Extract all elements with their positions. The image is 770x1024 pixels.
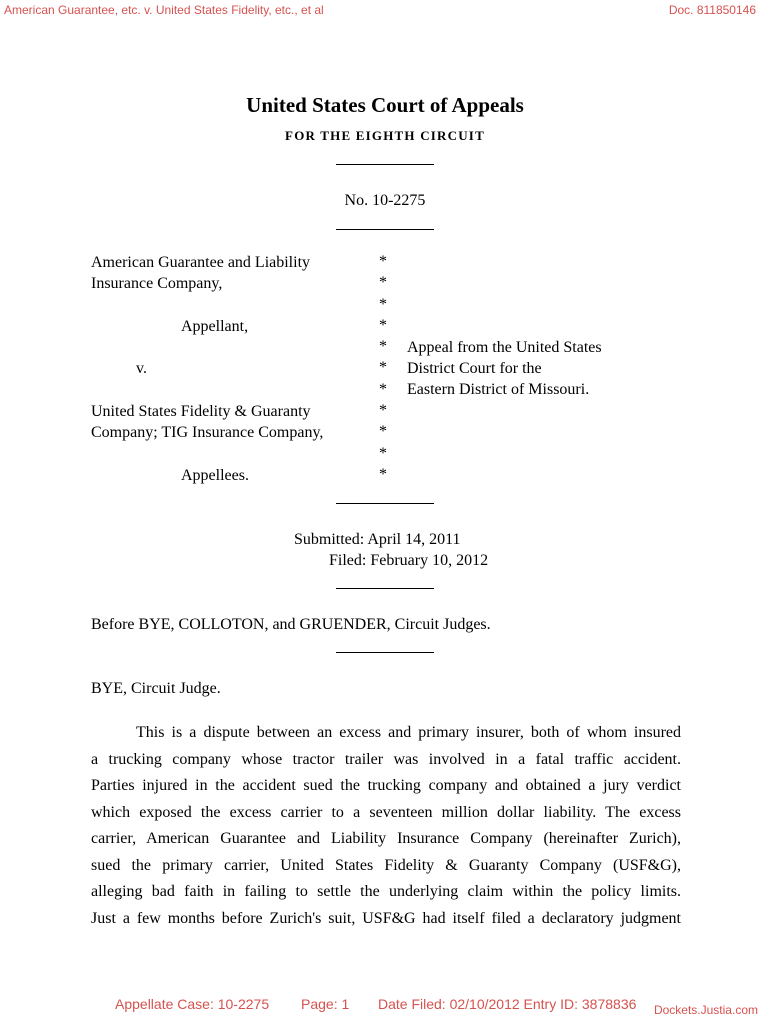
header-case-title: American Guarantee, etc. v. United States Fidelity, etc., et al: [4, 3, 324, 17]
caption-star: *: [379, 402, 387, 420]
caption-star: *: [379, 274, 387, 292]
caption-star: *: [379, 359, 387, 377]
versus: v.: [136, 360, 147, 377]
appellant-role: Appellant,: [181, 318, 249, 335]
case-number: No. 10-2275: [344, 192, 426, 209]
appellee-role: Appellees.: [181, 467, 249, 484]
divider-rule: [336, 652, 434, 653]
header-doc-number: Doc. 811850146: [668, 3, 756, 17]
opinion-line: alleging bad faith in failing to settle the underlying claim within the policy limits.: [91, 883, 681, 900]
opinion-line: which exposed the excess carrier to a seventeen million dollar liability. The excess: [91, 803, 681, 821]
caption-star-column: [379, 251, 387, 485]
footer-page-number: Page: 1: [301, 996, 350, 1012]
judges-panel: Before BYE, COLLOTON, and GRUENDER, Circuit Judges.: [91, 616, 491, 633]
caption-star: *: [379, 423, 387, 441]
appellant-name-line1: American Guarantee and Liability: [91, 254, 311, 271]
opinion-line: carrier, American Guarantee and Liability Insurance Company (hereinafter Zurich),: [91, 830, 681, 847]
caption-star: *: [379, 380, 387, 398]
appeal-source-line3: Eastern District of Missouri.: [407, 381, 590, 398]
appellant-name-line2: Insurance Company,: [91, 275, 223, 292]
opinion-paragraph: [91, 720, 681, 932]
appellee-name-line2: Company; TIG Insurance Company,: [91, 424, 324, 441]
court-circuit: FOR THE EIGHTH CIRCUIT: [285, 128, 485, 143]
caption-star: *: [379, 465, 387, 483]
opinion-line: a trucking company whose tractor trailer was involved in a fatal traffic accident.: [91, 750, 681, 768]
footer-appellate-case: Appellate Case: 10-2275: [115, 996, 270, 1012]
appeal-source-line2: District Court for the: [407, 360, 542, 377]
divider-rule: [336, 229, 434, 230]
divider-rule: [336, 588, 434, 589]
caption-star: *: [379, 316, 387, 334]
footer-date-filed: Date Filed: 02/10/2012 Entry ID: 3878836: [378, 996, 637, 1012]
opinion-line: sued the primary carrier, United States Fidelity & Guaranty Company (USF&G),: [91, 856, 681, 874]
appeal-source-line1: Appeal from the United States: [407, 339, 602, 356]
caption-star: *: [379, 444, 387, 462]
divider-rule: [336, 164, 434, 165]
opinion-line: This is a dispute between an excess and primary insurer, both of whom insured: [136, 724, 681, 741]
filed-date: Filed: February 10, 2012: [329, 552, 489, 569]
caption-star: *: [379, 253, 387, 270]
caption-star: *: [379, 338, 387, 356]
opinion-line: Parties injured in the accident sued the trucking company and obtained a jury verdict: [91, 777, 681, 794]
court-name: United States Court of Appeals: [246, 93, 524, 117]
appellee-name-line1: United States Fidelity & Guaranty: [91, 403, 311, 420]
footer-site-link[interactable]: Dockets.Justia.com: [653, 1003, 758, 1017]
caption-star: *: [379, 295, 387, 313]
opinion-line: Just a few months before Zurich's suit, USF&G had itself filed a declaratory judgment: [91, 909, 681, 927]
divider-rule: [336, 503, 434, 504]
opinion-author: BYE, Circuit Judge.: [91, 680, 221, 697]
submitted-date: Submitted: April 14, 2011: [294, 531, 461, 548]
